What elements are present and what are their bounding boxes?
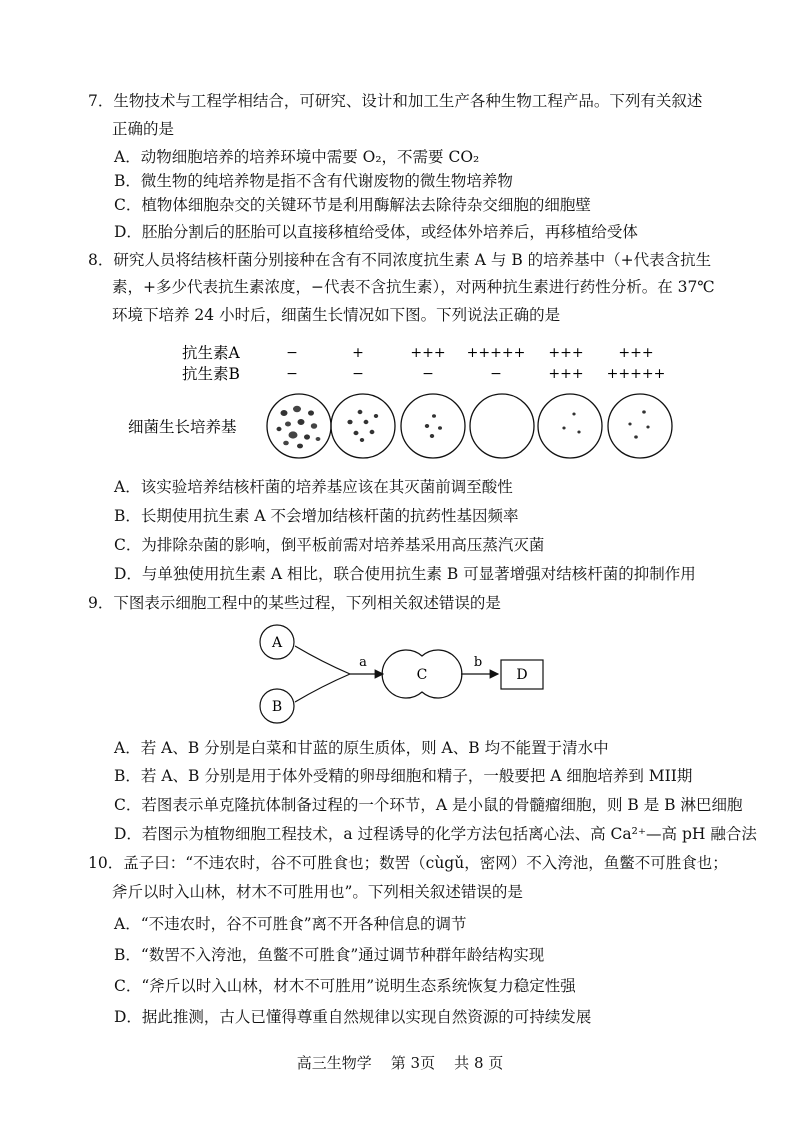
petri-dish-1 <box>267 394 331 458</box>
b-level-4: − <box>490 366 502 382</box>
step-b-label: b <box>473 655 483 670</box>
merge-line-from-a <box>295 646 350 674</box>
q9-stem: 9．下图表示细胞工程中的某些过程，下列相关叙述错误的是 <box>88 594 501 612</box>
cell-fusion-diagram <box>0 620 800 730</box>
q9-option-d: D．若图示为植物细胞工程技术，a 过程诱导的化学方法包括离心法、高 Ca²⁺—高 pH 融合法 <box>114 825 757 843</box>
q9-option-c: C．若图表示单克隆抗体制备过程的一个环节，A 是小鼠的骨髓瘤细胞，则 B 是 B 淋巴细胞 <box>114 796 743 814</box>
antibiotic-figure <box>0 336 800 466</box>
q10-stem-line-2: 斧斤以时入山林，材木不可胜用也”。下列相关叙述错误的是 <box>112 883 523 901</box>
q7-stem-line-1: 7．生物技术与工程学相结合，可研究、设计和加工生产各种生物工程产品。下列有关叙述 <box>88 92 703 110</box>
q7-option-d: D．胚胎分割后的胚胎可以直接移植给受体，或经体外培养后，再移植给受体 <box>114 223 638 241</box>
q7-option-a: A．动物细胞培养的培养环境中需要 O₂，不需要 CO₂ <box>114 148 480 166</box>
b-level-2: − <box>352 366 364 382</box>
petri-dish-3 <box>401 394 465 458</box>
page-footer: 高三生物学 第 3页 共 8 页 <box>296 1054 504 1072</box>
b-level-3: − <box>422 366 434 382</box>
a-level-2: + <box>352 345 364 361</box>
petri-dish-5 <box>538 394 602 458</box>
q8-option-c: C．为排除杂菌的影响，倒平板前需对培养基采用高压蒸汽灭菌 <box>114 536 545 554</box>
step-a-label: a <box>359 655 367 670</box>
q7-option-c: C．植物体细胞杂交的关键环节是利用酶解法去除待杂交细胞的细胞壁 <box>114 196 591 214</box>
q8-stem-line-1: 8．研究人员将结核杆菌分别接种在含有不同浓度抗生素 A 与 B 的培养基中（+代表含抗生 <box>88 251 712 269</box>
q10-option-a: A．“不违农时，谷不可胜食”离不开各种信息的调节 <box>114 915 467 933</box>
q8-stem-line-2: 素，+多少代表抗生素浓度，−代表不含抗生素），对两种抗生素进行药性分析。在 37℃ <box>112 278 715 296</box>
b-level-5: +++ <box>548 366 584 382</box>
svg-text:A: A <box>271 635 283 651</box>
cell-b <box>260 689 294 723</box>
antibiotic-b-label: 抗生素B <box>182 365 240 383</box>
q9-option-a: A．若 A、B 分别是白菜和甘蓝的原生质体，则 A、B 均不能置于清水中 <box>114 739 609 757</box>
a-level-4: +++++ <box>466 345 526 361</box>
box-d <box>501 660 543 689</box>
q8-option-b: B．长期使用抗生素 A 不会增加结核杆菌的抗药性基因频率 <box>114 507 519 525</box>
q10-stem-line-1: 10．孟子曰：“不违农时，谷不可胜食也；数罟（cùgǔ，密网）不入洿池，鱼鳖不可胜食也； <box>88 854 728 872</box>
svg-text:B: B <box>271 699 283 715</box>
b-level-6: +++++ <box>606 366 666 382</box>
petri-dish-4 <box>470 394 534 458</box>
cell-a <box>260 625 294 659</box>
q8-stem-line-3: 环境下培养 24 小时后，细菌生长情况如下图。下列说法正确的是 <box>112 306 561 324</box>
petri-dish-6 <box>608 394 672 458</box>
dish-row-label: 细菌生长培养基 <box>128 418 237 436</box>
antibiotic-a-label: 抗生素A <box>182 344 240 362</box>
q10-option-c: C．“斧斤以时入山林，材木不可胜用”说明生态系统恢复力稳定性强 <box>114 977 576 995</box>
a-level-3: +++ <box>410 345 446 361</box>
a-level-1: − <box>286 345 298 361</box>
q7-option-b: B．微生物的纯培养物是指不含有代谢废物的微生物培养物 <box>114 172 513 190</box>
svg-text:D: D <box>516 667 528 683</box>
a-level-5: +++ <box>548 345 584 361</box>
q10-option-d: D．据此推测，古人已懂得尊重自然规律以实现自然资源的可持续发展 <box>114 1008 592 1026</box>
svg-text:C: C <box>416 667 428 683</box>
a-level-6: +++ <box>618 345 654 361</box>
q7-stem-line-2: 正确的是 <box>112 120 175 138</box>
q10-option-b: B．“数罟不入洿池，鱼鳖不可胜食”通过调节种群年龄结构实现 <box>114 946 545 964</box>
q8-option-d: D．与单独使用抗生素 A 相比，联合使用抗生素 B 可显著增强对结核杆菌的抑制作用 <box>114 565 696 583</box>
merge-line-from-b <box>295 674 350 702</box>
petri-dish-2 <box>331 394 395 458</box>
fused-cell-c <box>382 650 462 698</box>
b-level-1: − <box>286 366 298 382</box>
q9-option-b: B．若 A、B 分别是用于体外受精的卵母细胞和精子，一般要把 A 细胞培养到 MII期 <box>114 767 693 785</box>
q8-option-a: A．该实验培养结核杆菌的培养基应该在其灭菌前调至酸性 <box>114 478 513 496</box>
